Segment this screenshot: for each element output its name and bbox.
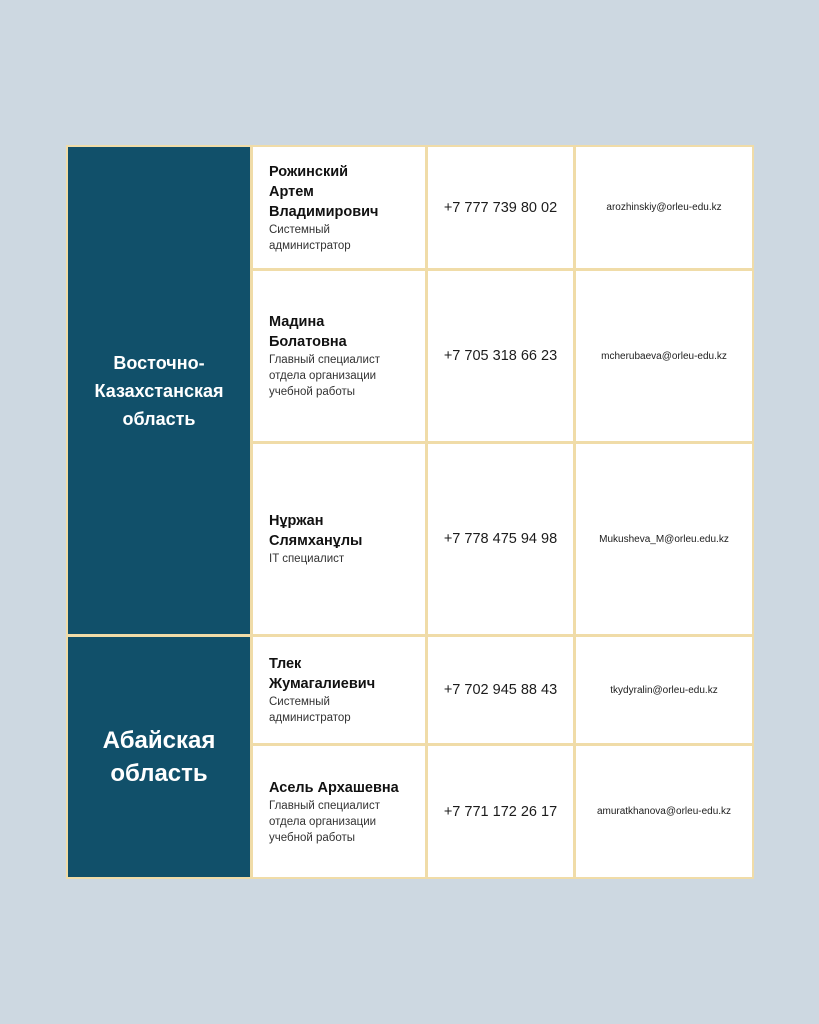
person-cell — [253, 444, 425, 634]
person-role-line: Главный специалист — [269, 354, 380, 366]
person-name-line: Асель Архашевна — [269, 779, 399, 796]
person-cell — [253, 746, 425, 877]
person-name-line: Жумагалиевич — [269, 676, 376, 692]
person-name — [269, 162, 409, 222]
person-role — [269, 798, 409, 846]
region-cell-east-kazakhstan — [68, 147, 250, 634]
person-role-line: администратор — [269, 712, 351, 724]
person-role-line: учебной работы — [269, 831, 356, 844]
person-role-line: IT специалист — [269, 553, 345, 565]
email-cell: arozhinskiy@orleu-edu.kz — [576, 147, 752, 268]
person-role-line: Системный — [269, 223, 330, 236]
person-name — [269, 778, 429, 798]
region-name — [103, 724, 216, 790]
person-role-line: отдела организации — [269, 370, 377, 382]
email-cell: Mukusheva_M@orleu.edu.kz — [576, 444, 752, 634]
person-name-line: Рожинский — [269, 163, 349, 180]
person-role — [269, 694, 409, 726]
person-role-line: учебной работы — [269, 386, 356, 398]
person-name — [269, 511, 409, 551]
phone-cell: +7 777 739 80 02 — [428, 147, 573, 268]
region-name-line: Абайская — [102, 727, 216, 754]
person-role — [269, 222, 409, 254]
phone-cell: +7 778 475 94 98 — [428, 444, 573, 634]
person-name — [269, 312, 409, 352]
person-name-line: Артем — [269, 183, 314, 200]
phone-cell: +7 771 172 26 17 — [428, 746, 573, 877]
person-name-line: Нұржан — [269, 513, 324, 529]
person-role — [269, 551, 409, 567]
person-name-line: Слямханұлы — [269, 533, 363, 549]
phone-cell: +7 702 945 88 43 — [428, 637, 573, 743]
person-role-line: Системный — [269, 696, 330, 708]
person-cell — [253, 147, 425, 268]
person-name — [269, 654, 409, 694]
email-cell: mcherubaeva@orleu-edu.kz — [576, 271, 752, 441]
person-name-line: Владимирович — [269, 203, 379, 220]
region-name — [95, 349, 224, 433]
region-cell-abai — [68, 637, 250, 877]
email-cell: tkydyralin@orleu-edu.kz — [576, 637, 752, 743]
contacts-table — [66, 145, 754, 879]
region-name-line: Казахстанская — [94, 380, 224, 401]
person-role-line: Главный специалист — [269, 799, 380, 812]
person-role-line: администратор — [269, 239, 351, 252]
person-name-line: Мадина — [269, 314, 325, 330]
person-role-line: отдела организации — [269, 815, 377, 828]
person-name-line: Болатовна — [269, 334, 347, 350]
region-name-line: Восточно- — [113, 352, 205, 373]
person-cell — [253, 271, 425, 441]
person-role — [269, 352, 409, 400]
phone-cell: +7 705 318 66 23 — [428, 271, 573, 441]
email-cell: amuratkhanova@orleu-edu.kz — [576, 746, 752, 877]
region-name-line: область — [122, 408, 196, 429]
person-cell — [253, 637, 425, 743]
region-name-line: область — [110, 760, 208, 787]
person-name-line: Тлек — [269, 656, 302, 672]
